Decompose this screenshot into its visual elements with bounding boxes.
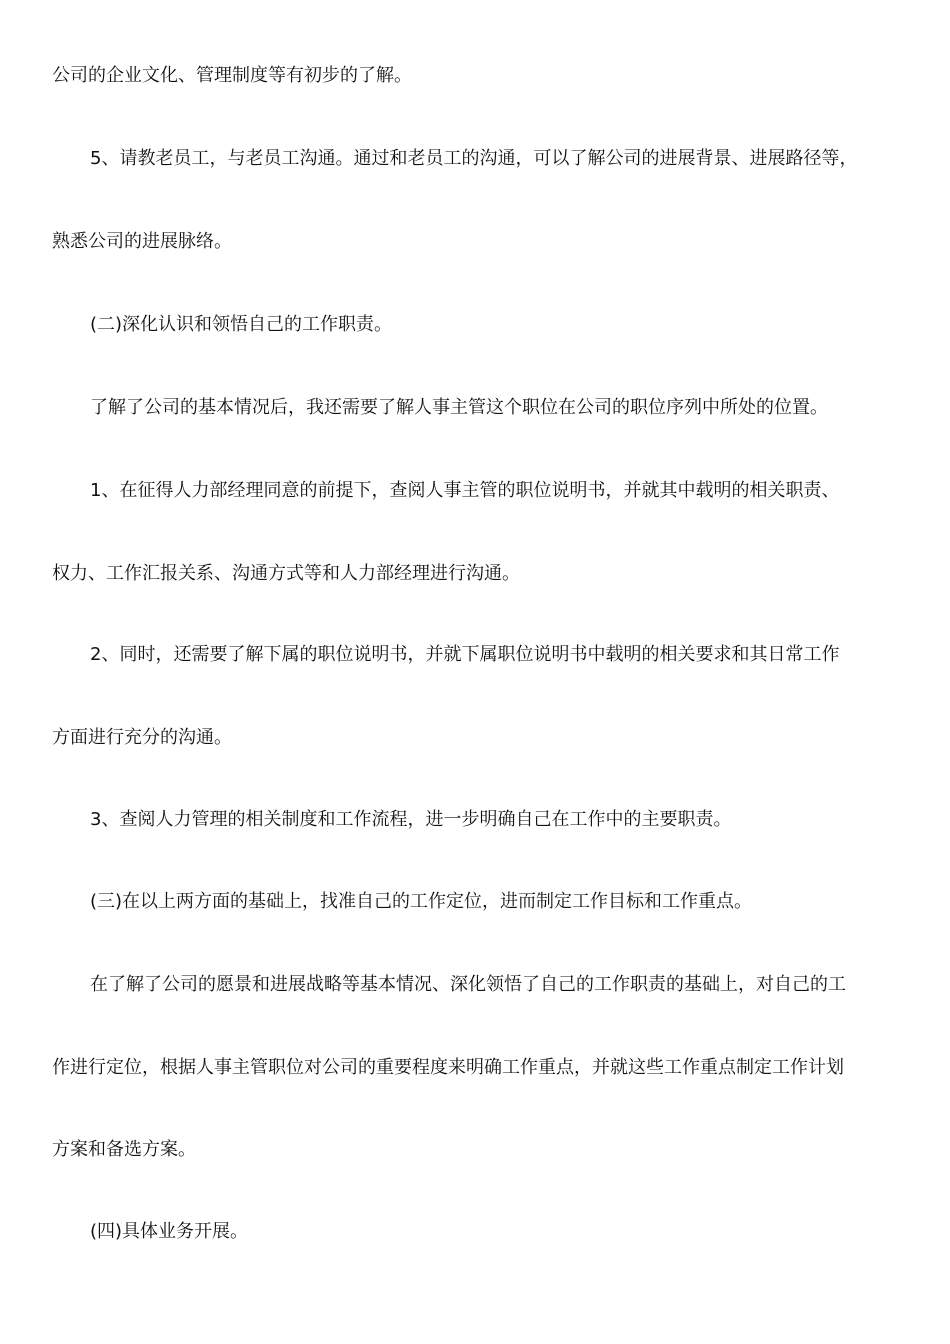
text-line: 公司的企业文化、管理制度等有初步的了解。 [52,65,412,86]
text-line: (三)在以上两方面的基础上，找准自己的工作定位，进而制定工作目标和工作重点。 [90,891,753,912]
text-line: 熟悉公司的进展脉络。 [52,231,232,252]
text-line: 了解了公司的基本情况后，我还需要了解人事主管这个职位在公司的职位序列中所处的位置。 [90,397,828,418]
text-line: 2、同时，还需要了解下属的职位说明书，并就下属职位说明书中载明的相关要求和其日常工作 [90,644,840,665]
text-line: (二)深化认识和领悟自己的工作职责。 [90,314,393,335]
text-line: 3、查阅人力管理的相关制度和工作流程，进一步明确自己在工作中的主要职责。 [90,809,732,830]
text-line: 5、请教老员工，与老员工沟通。通过和老员工的沟通，可以了解公司的进展背景、进展路径等， [90,148,858,169]
text-line: 方案和备选方案。 [52,1139,196,1160]
text-line: (四)具体业务开展。 [90,1221,249,1242]
text-line: 方面进行充分的沟通。 [52,727,232,748]
text-line: 在了解了公司的愿景和进展战略等基本情况、深化领悟了自己的工作职责的基础上，对自己的工 [90,974,846,995]
text-line: 作进行定位，根据人事主管职位对公司的重要程度来明确工作重点，并就这些工作重点制定工作计划 [52,1057,844,1078]
text-line: 权力、工作汇报关系、沟通方式等和人力部经理进行沟通。 [52,563,520,584]
text-line: 1、在征得人力部经理同意的前提下，查阅人事主管的职位说明书，并就其中载明的相关职责、 [90,480,840,501]
